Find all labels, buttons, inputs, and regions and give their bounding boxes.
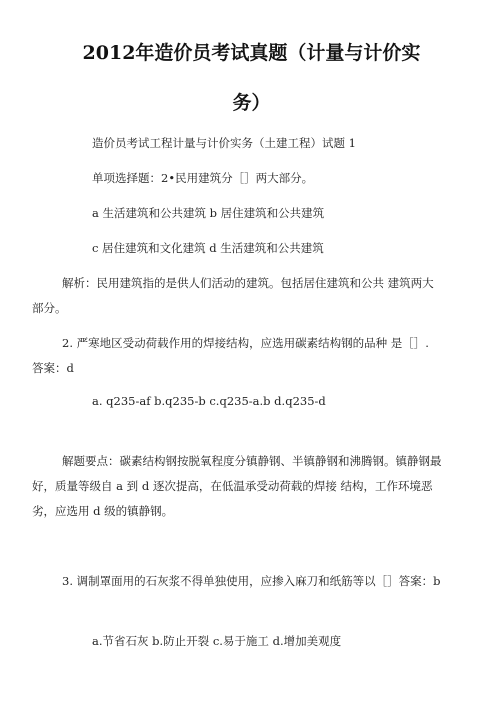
paragraph-question-1: 单项选择题：2•民用建筑分［］两大部分。 [92, 171, 314, 185]
document-title-line-2: 务） [232, 92, 271, 114]
document-title-line-1: 2012年造价员考试真题（计量与计价实 [82, 42, 421, 64]
paragraph-options-1a: a 生活建筑和公共建筑 b 居住建筑和公共建筑 [92, 206, 325, 220]
paragraph-question-3: 3. 调制罩面用的石灰浆不得单独使用，应掺入麻刀和纸筋等以［］答案：b [62, 574, 441, 588]
paragraph-options-1b: c 居住建筑和文化建筑 d 生活建筑和公共建筑 [92, 241, 324, 255]
paragraph-options-2: a. q235-af b.q235-b c.q235-a.b d.q235-d [92, 394, 326, 408]
paragraph-exam-heading: 造价员考试工程计量与计价实务（土建工程）试题 1 [92, 136, 356, 150]
paragraph-options-3: a.节省石灰 b.防止开裂 c.易于施工 d.增加美观度 [92, 634, 342, 648]
paragraph-question-2: 2. 严寒地区受动荷载作用的焊接结构，应选用碳素结构钢的品种 是［］. 答案：d [32, 336, 429, 375]
paragraph-analysis-1: 解析：民用建筑指的是供人们活动的建筑。包括居住建筑和公共 建筑两大部分。 [32, 276, 434, 315]
paragraph-analysis-2: 解题要点：碳素结构钢按脱氧程度分镇静钢、半镇静钢和沸腾钢。镇静钢最好，质量等级自 a 到 d 逐次提高，在低温承受动荷载的焊接 结构，工作环境恶劣，应选用 d 级的镇静钢。 [32, 454, 442, 518]
